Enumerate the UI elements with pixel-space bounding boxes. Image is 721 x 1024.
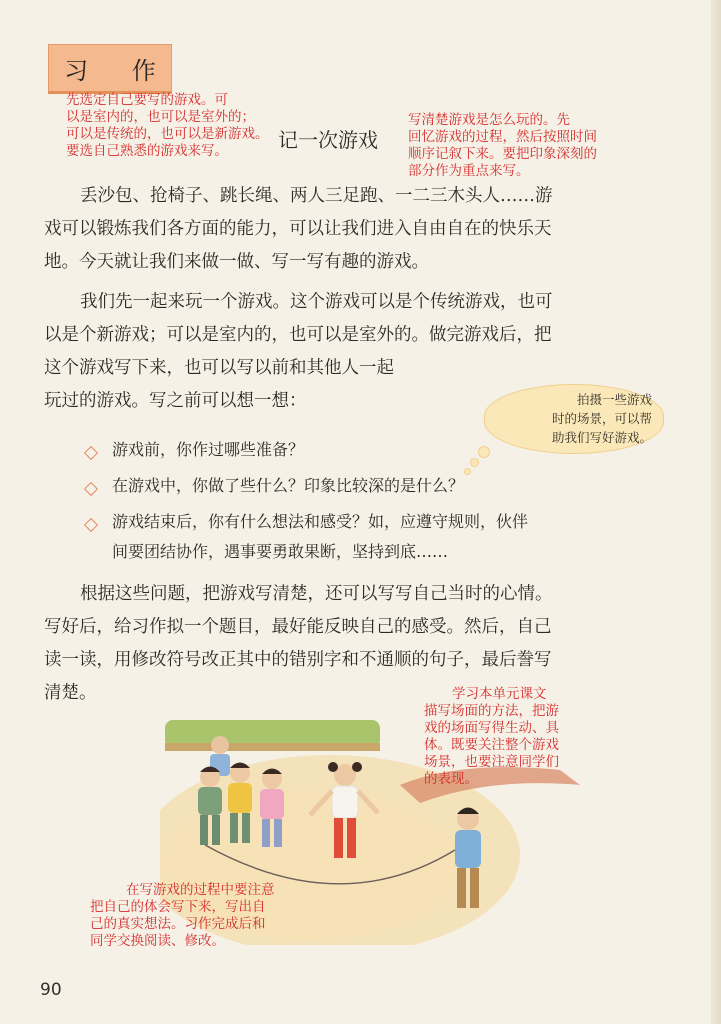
note-line: 顺序记叙下来。要把印象深刻的 (408, 146, 597, 162)
note-line: 场景，也要注意同学们 (424, 754, 559, 770)
paragraph-1 (44, 180, 644, 279)
note-line: 的表现。 (424, 771, 478, 787)
text-line: 地。今天就让我们来做一做、写一写有趣的游戏。 (44, 252, 429, 272)
note-line: 回忆游戏的过程，然后按照时间 (408, 129, 597, 145)
note-line: 把自己的体会写下来，写出自 (90, 899, 266, 915)
section-label: 习 作 (48, 44, 172, 94)
note-line: 己的真实想法。习作完成后和 (90, 916, 266, 932)
bubble-line: 助我们写好游戏。 (551, 430, 652, 445)
bubble-dot (470, 458, 479, 467)
page-title: 记一次游戏 (278, 128, 378, 152)
note-top-left (66, 92, 269, 160)
bubble-dot (464, 468, 471, 475)
note-line: 学习本单元课文 (452, 686, 547, 702)
text-line: 读一读，用修改符号改正其中的错别字和不通顺的句子，最后誊写 (44, 650, 552, 670)
page-number: 90 (40, 980, 62, 1000)
bubble-dot (478, 446, 490, 458)
note-line: 描写场面的方法，把游 (424, 703, 559, 719)
page-edge (711, 0, 721, 1024)
diamond-bullet-icon (84, 446, 98, 460)
note-line: 要选自己熟悉的游戏来写。 (66, 143, 228, 159)
bubble-line: 时的场景，可以帮 (551, 411, 652, 426)
text-line: 戏可以锻炼我们各方面的能力，可以让我们进入自由自在的快乐天 (44, 219, 552, 239)
question-item: 在游戏中，你做了些什么？印象比较深的是什么？ (112, 476, 465, 495)
text-line: 丢沙包、抢椅子、跳长绳、两人三足跑、一二三木头人……游 (80, 186, 553, 206)
text-line: 以是个新游戏；可以是室内的，也可以是室外的。做完游戏后，把 (44, 325, 552, 345)
note-line: 写清楚游戏是怎么玩的。先 (408, 112, 570, 128)
text-line: 根据这些问题，把游戏写清楚，还可以写写自己当时的心情。 (80, 584, 553, 604)
note-line: 戏的场面写得生动、具 (424, 720, 559, 736)
note-line: 体。既要关注整个游戏 (424, 737, 559, 753)
diamond-bullet-icon (84, 518, 98, 532)
question-item: 游戏前，你作过哪些准备？ (112, 440, 305, 459)
note-line: 先选定自己要写的游戏。可 (66, 92, 228, 108)
bubble-line: 拍摄一些游戏 (576, 392, 652, 407)
text-line: 清楚。 (44, 683, 97, 703)
text-line: 我们先一起来玩一个游戏。这个游戏可以是个传统游戏，也可 (80, 292, 553, 312)
note-top-right (408, 112, 597, 180)
question-item: 间要团结协作，遇事要勇敢果断，坚持到底…… (112, 542, 449, 561)
text-line: 玩过的游戏。写之前可以想一想： (44, 391, 307, 411)
text-line: 这个游戏写下来，也可以写以前和其他人一起 (44, 358, 394, 378)
note-middle-right (424, 686, 559, 788)
note-bottom-left (90, 882, 275, 950)
diamond-bullet-icon (84, 482, 98, 496)
note-line: 在写游戏的过程中要注意 (126, 882, 275, 898)
bubble-text (516, 390, 652, 447)
note-line: 同学交换阅读、修改。 (90, 933, 225, 949)
note-line: 部分作为重点来写。 (408, 163, 530, 179)
note-line: 以是室内的，也可以是室外的； (66, 109, 255, 125)
question-item: 游戏结束后，你有什么想法和感受？如，应遵守规则，伙伴 (112, 512, 529, 531)
text-line: 写好后，给习作拟一个题目，最好能反映自己的感受。然后，自己 (44, 617, 552, 637)
note-line: 可以是传统的，也可以是新游戏。 (66, 126, 269, 142)
